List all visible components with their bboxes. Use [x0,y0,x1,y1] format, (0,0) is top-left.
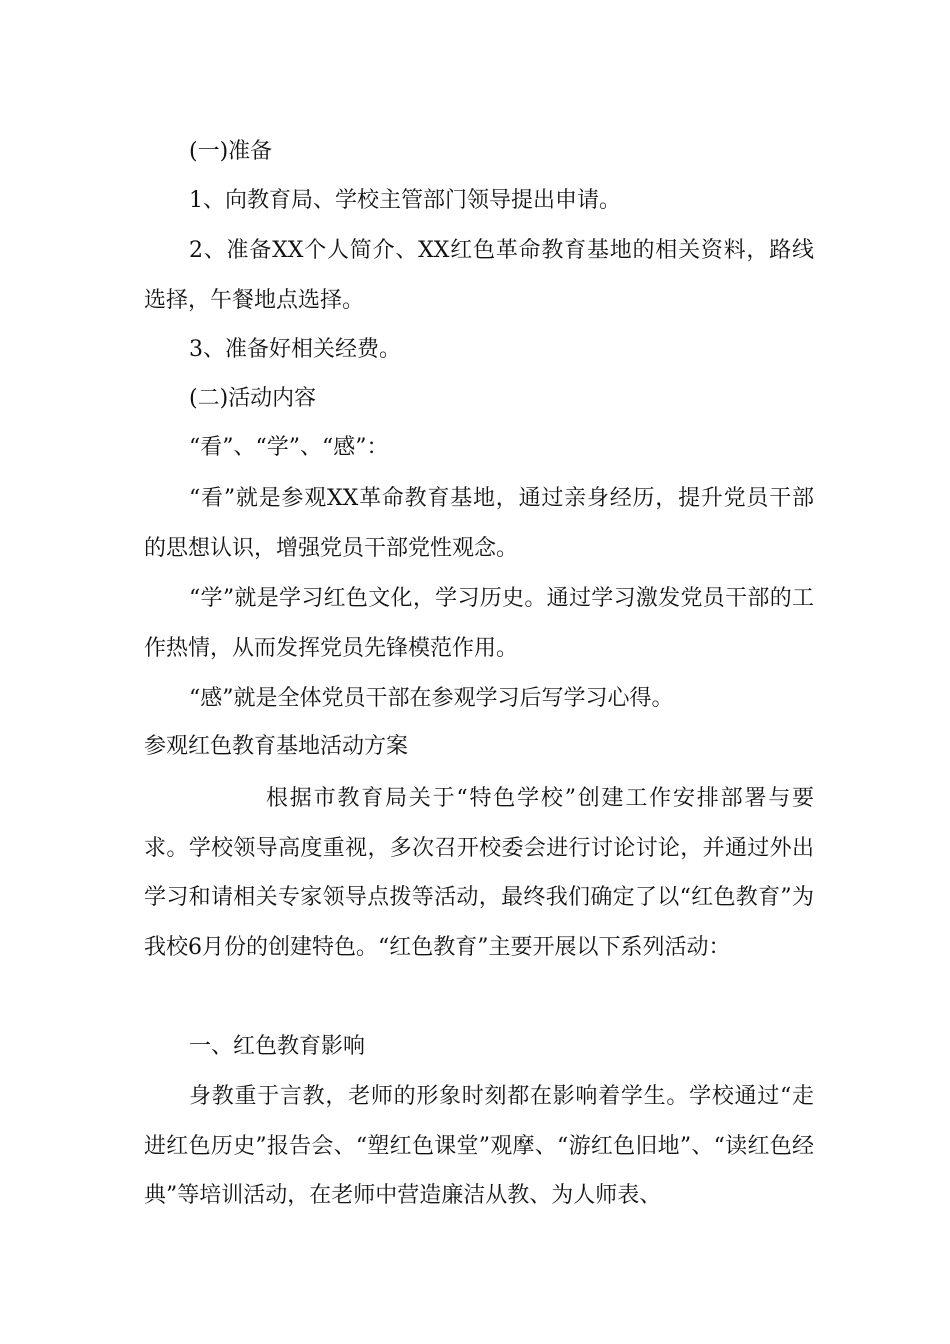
paragraph-influence: 身教重于言教，老师的形象时刻都在影响着学生。学校通过“走进红色历史”报告会、“塑红色课堂”观摩、“游红色旧地”、“读红色经典”等培训活动，在老师中营造廉洁从教、为人师表、 [144,1084,814,1208]
section-heading-preparation: (一)准备 [189,139,273,164]
section-heading-activities: (二)活动内容 [189,386,317,411]
paragraph-learn: “学”就是学习红色文化，学习历史。通过学习激发党员干部的工作热情，从而发挥党员先锋模范作用。 [144,586,814,661]
paragraph-intro: 根据市教育局关于“特色学校”创建工作安排部署与要求。学校领导高度重视，多次召开校委会进行讨论讨论，并通过外出学习和请相关专家领导点拨等活动，最终我们确定了以“红色教育”为我校6月份的创建特色。“红色教育”主要开展以下系列活动： [144,786,814,960]
paragraph-feel: “感”就是全体党员干部在参观学习后写学习心得。 [189,686,674,711]
paragraph-item-3: 3、准备好相关经费。 [189,337,401,362]
paragraph-look: “看”就是参观XX革命教育基地，通过亲身经历，提升党员干部的思想认识，增强党员干部党性观念。 [144,486,814,561]
paragraph-item-1: 1、向教育局、学校主管部门领导提出申请。 [189,188,621,213]
paragraph-item-2: 2、准备XX个人简介、XX红色革命教育基地的相关资料，路线选择，午餐地点选择。 [144,238,814,313]
document-title: 参观红色教育基地活动方案 [144,734,409,759]
section-heading-influence: 一、红色教育影响 [189,1034,366,1059]
paragraph-look-learn-feel: “看”、“学”、“感”： [189,435,389,460]
